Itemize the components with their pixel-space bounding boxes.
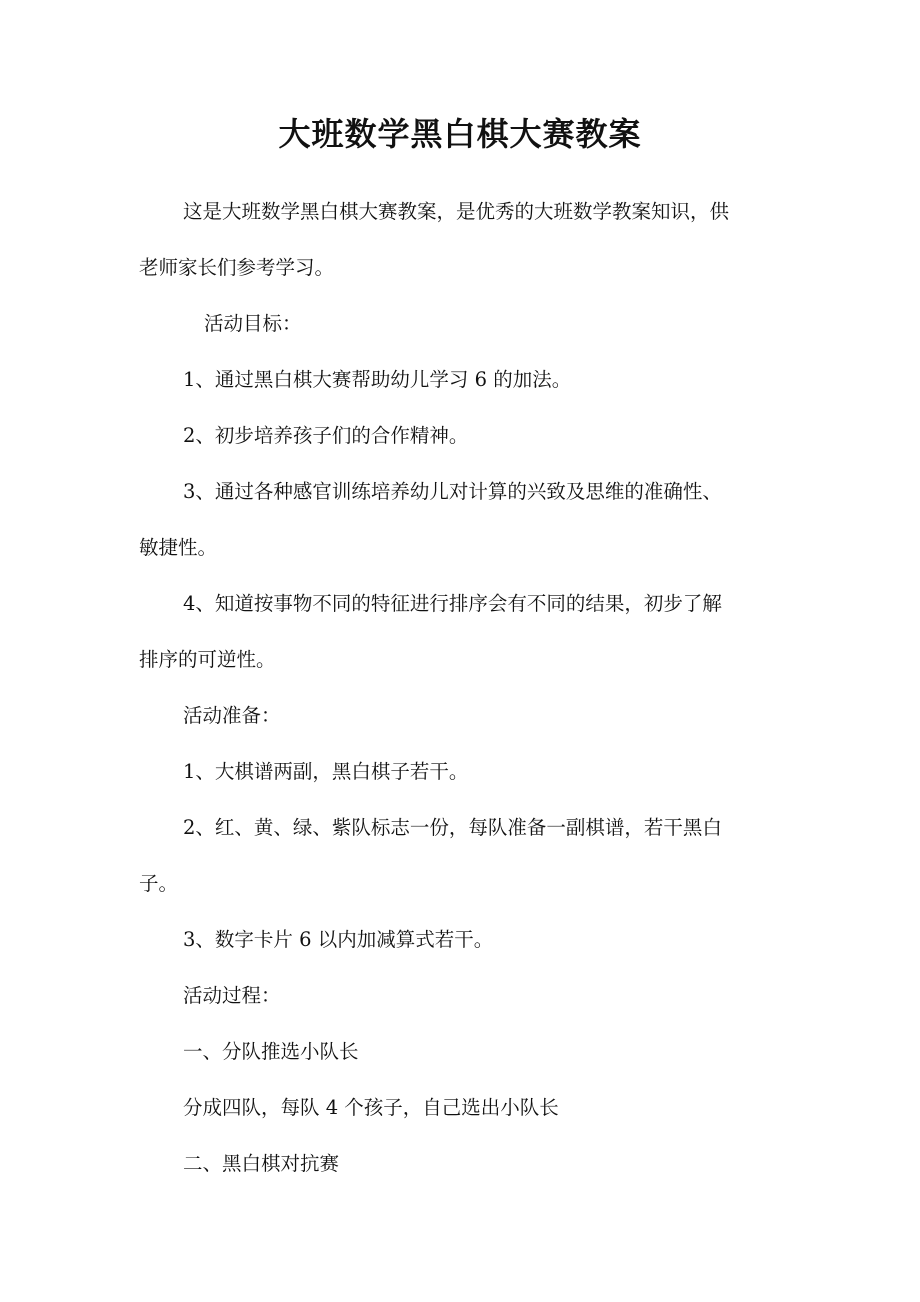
goal-4-line-2: 排序的可逆性。 <box>139 648 276 671</box>
step-1-text: 分成四队，每队 4 个孩子，自己选出小队长 <box>183 1096 559 1119</box>
goals-heading: 活动目标： <box>204 312 302 335</box>
step-1-heading: 一、分队推选小队长 <box>183 1040 359 1063</box>
intro-line-1: 这是大班数学黑白棋大赛教案，是优秀的大班数学教案知识，供 <box>183 200 730 223</box>
goal-3-line-2: 敏捷性。 <box>139 536 218 559</box>
intro-line-2: 老师家长们参考学习。 <box>139 256 335 279</box>
goal-2: 2、初步培养孩子们的合作精神。 <box>183 424 469 447</box>
process-heading: 活动过程： <box>183 984 281 1007</box>
document-title: 大班数学黑白棋大赛教案 <box>278 115 642 153</box>
goal-4-line-1: 4、知道按事物不同的特征进行排序会有不同的结果，初步了解 <box>183 592 722 615</box>
prep-2-line-1: 2、红、黄、绿、紫队标志一份，每队准备一副棋谱，若干黑白 <box>183 816 722 839</box>
prep-2-line-2: 子。 <box>139 872 179 895</box>
prep-heading: 活动准备： <box>183 704 281 727</box>
prep-3: 3、数字卡片 6 以内加减算式若干。 <box>183 928 494 951</box>
goal-3-line-1: 3、通过各种感官训练培养幼儿对计算的兴致及思维的准确性、 <box>183 480 722 503</box>
goal-1: 1、通过黑白棋大赛帮助幼儿学习 6 的加法。 <box>183 368 572 391</box>
step-2-heading: 二、黑白棋对抗赛 <box>183 1152 340 1175</box>
prep-1: 1、大棋谱两副，黑白棋子若干。 <box>183 760 469 783</box>
